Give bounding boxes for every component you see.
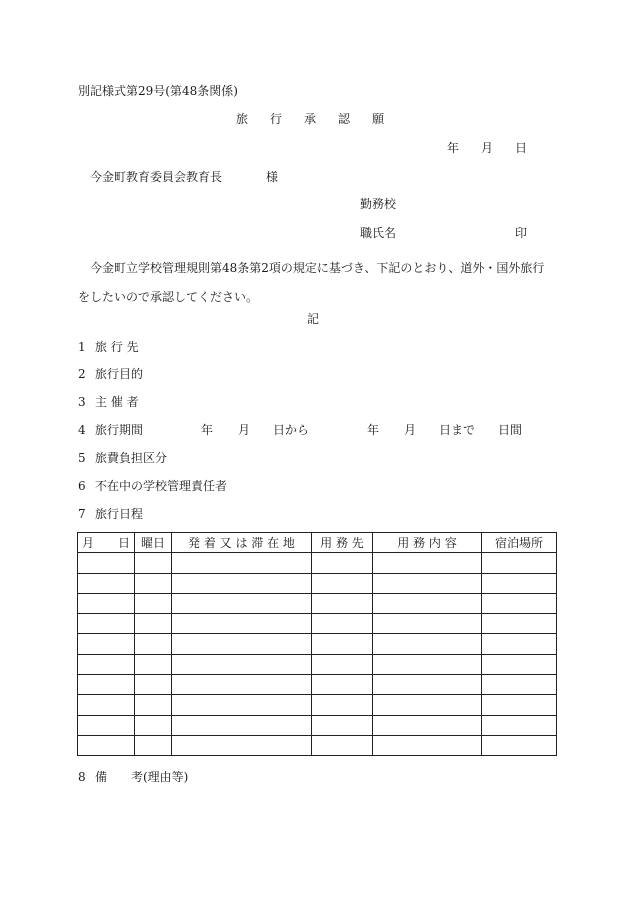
table-cell[interactable]	[135, 573, 172, 593]
table-row	[78, 695, 557, 715]
table-cell[interactable]	[312, 675, 373, 695]
table-row	[78, 675, 557, 695]
period-month-end: 月	[404, 423, 417, 437]
item-period	[78, 423, 548, 437]
item-remarks	[78, 770, 188, 784]
title-char: 承	[304, 112, 317, 126]
item-responsible	[78, 479, 227, 493]
table-cell[interactable]	[172, 735, 312, 755]
table-cell[interactable]	[312, 654, 373, 674]
title-char: 願	[372, 112, 385, 126]
table-cell[interactable]	[482, 735, 557, 755]
table-cell[interactable]	[482, 614, 557, 634]
table-cell[interactable]	[78, 715, 135, 735]
period-month-start: 月	[238, 423, 251, 437]
body-text: 今金町立学校管理規則第48条第2項の規定に基づき、下記のとおり、道外・国外旅行をしたいので承認してください。	[78, 261, 545, 304]
item-number: 3	[78, 395, 86, 409]
table-cell[interactable]	[312, 634, 373, 654]
table-cell[interactable]	[373, 593, 482, 613]
table-cell[interactable]	[172, 695, 312, 715]
table-cell[interactable]	[373, 654, 482, 674]
table-cell[interactable]	[373, 695, 482, 715]
item-number: 2	[78, 367, 86, 381]
table-cell[interactable]	[312, 553, 373, 573]
item-label: 不在中の学校管理責任者	[95, 479, 228, 493]
table-cell[interactable]	[78, 695, 135, 715]
table-cell[interactable]	[135, 675, 172, 695]
header-business: 用 務 内 容	[373, 533, 482, 553]
title-char: 旅	[236, 112, 249, 126]
item-number: 4	[78, 423, 86, 437]
item-label: 備 考(理由等)	[95, 770, 189, 784]
item-number: 7	[78, 507, 86, 521]
addressee-honorific: 様	[266, 170, 279, 184]
addressee-name: 今金町教育委員会教育長	[90, 170, 223, 184]
table-cell[interactable]	[312, 614, 373, 634]
item-organizer	[78, 395, 139, 409]
name-label: 職氏名	[360, 226, 397, 240]
table-cell[interactable]	[482, 553, 557, 573]
item-label: 旅行日程	[95, 507, 144, 521]
table-cell[interactable]	[135, 735, 172, 755]
table-cell[interactable]	[135, 695, 172, 715]
table-cell[interactable]	[373, 634, 482, 654]
table-cell[interactable]	[373, 715, 482, 735]
table-row	[78, 634, 557, 654]
table-cell[interactable]	[482, 715, 557, 735]
table-row	[78, 614, 557, 634]
title-char: 行	[270, 112, 283, 126]
date-day: 日	[515, 141, 528, 155]
table-cell[interactable]	[172, 614, 312, 634]
title-char: 認	[338, 112, 351, 126]
table-cell[interactable]	[482, 654, 557, 674]
table-cell[interactable]	[78, 573, 135, 593]
table-cell[interactable]	[482, 675, 557, 695]
table-cell[interactable]	[373, 553, 482, 573]
ki-heading: 記	[307, 312, 320, 326]
header-date: 月 日	[78, 533, 135, 553]
table-cell[interactable]	[135, 614, 172, 634]
table-row	[78, 735, 557, 755]
date-year: 年	[447, 141, 460, 155]
table-cell[interactable]	[312, 735, 373, 755]
item-number: 5	[78, 451, 86, 465]
table-cell[interactable]	[482, 634, 557, 654]
item-number: 6	[78, 479, 86, 493]
period-year-start: 年	[201, 423, 214, 437]
table-header-row	[78, 533, 557, 553]
table-cell[interactable]	[482, 695, 557, 715]
table-cell[interactable]	[482, 593, 557, 613]
table-cell[interactable]	[312, 573, 373, 593]
table-cell[interactable]	[78, 593, 135, 613]
table-cell[interactable]	[172, 675, 312, 695]
table-cell[interactable]	[373, 573, 482, 593]
date-month: 月	[481, 141, 494, 155]
period-year-end: 年	[367, 423, 380, 437]
table-cell[interactable]	[78, 553, 135, 573]
table-cell[interactable]	[135, 654, 172, 674]
table-cell[interactable]	[312, 715, 373, 735]
table-cell[interactable]	[172, 634, 312, 654]
table-cell[interactable]	[373, 675, 482, 695]
item-label: 旅 行 先	[95, 340, 139, 354]
table-cell[interactable]	[312, 593, 373, 613]
addressee	[90, 170, 278, 184]
table-cell[interactable]	[482, 573, 557, 593]
item-label: 旅行期間	[95, 423, 144, 437]
table-row	[78, 715, 557, 735]
table-cell[interactable]	[172, 654, 312, 674]
header-location: 発 着 又 は 滞 在 地	[172, 533, 312, 553]
table-row	[78, 654, 557, 674]
table-cell[interactable]	[172, 553, 312, 573]
seal-mark: 印	[515, 226, 528, 240]
table-cell[interactable]	[78, 654, 135, 674]
table-cell[interactable]	[172, 715, 312, 735]
period-days: 日間	[498, 423, 523, 437]
item-label: 主 催 者	[95, 395, 139, 409]
item-label: 旅費負担区分	[95, 451, 168, 465]
header-destination: 用 務 先	[312, 533, 373, 553]
period-until: 日まで	[439, 423, 476, 437]
table-row	[78, 593, 557, 613]
table-cell[interactable]	[172, 593, 312, 613]
table-cell[interactable]	[373, 614, 482, 634]
table-row	[78, 553, 557, 573]
school-label: 勤務校	[360, 197, 397, 211]
item-expense	[78, 451, 167, 465]
item-label: 旅行目的	[95, 367, 144, 381]
header-lodging: 宿泊場所	[482, 533, 557, 553]
item-purpose	[78, 367, 143, 381]
table-cell[interactable]	[78, 675, 135, 695]
table-cell[interactable]	[135, 593, 172, 613]
document-title	[236, 112, 384, 126]
table-cell[interactable]	[312, 695, 373, 715]
item-destination	[78, 340, 139, 354]
name-line	[360, 226, 528, 240]
table-cell[interactable]	[135, 634, 172, 654]
item-number: 8	[78, 770, 86, 784]
date-line	[447, 141, 527, 155]
schedule-table	[77, 532, 557, 756]
table-cell[interactable]	[373, 735, 482, 755]
table-cell[interactable]	[78, 634, 135, 654]
period-from: 日から	[273, 423, 310, 437]
table-cell[interactable]	[135, 553, 172, 573]
table-cell[interactable]	[172, 573, 312, 593]
item-number: 1	[78, 340, 86, 354]
table-cell[interactable]	[78, 735, 135, 755]
table-row	[78, 573, 557, 593]
header-weekday: 曜日	[135, 533, 172, 553]
table-cell[interactable]	[135, 715, 172, 735]
table-cell[interactable]	[78, 614, 135, 634]
item-schedule	[78, 507, 143, 521]
form-number: 別記様式第29号(第48条関係)	[78, 84, 238, 98]
